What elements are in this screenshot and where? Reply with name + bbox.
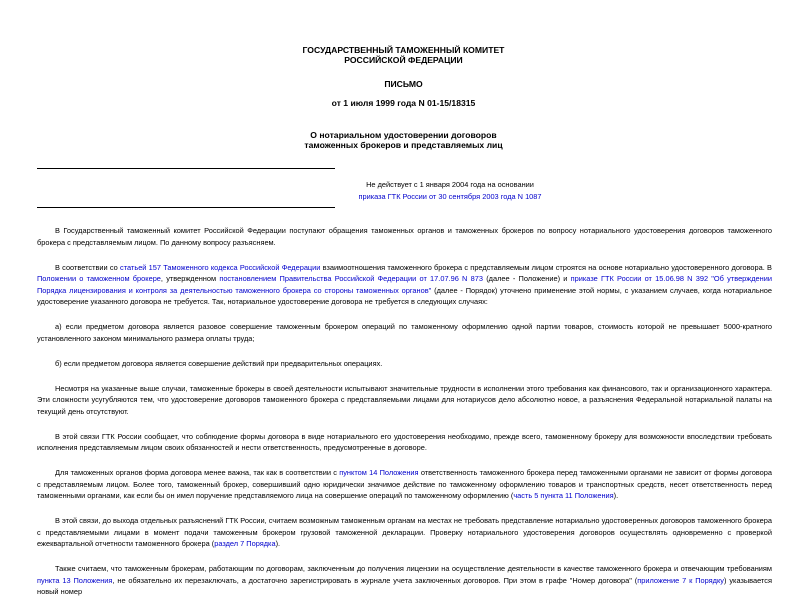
text-span: (далее - Положение) и xyxy=(482,274,571,283)
link-section-7[interactable]: раздел 7 Порядка xyxy=(214,539,276,548)
document-body xyxy=(37,225,772,611)
link-article-157[interactable]: статьей 157 Таможенного кодекса Российской Федерации xyxy=(120,262,321,272)
link-part-5-point-11[interactable]: часть 5 пункта 11 Положения xyxy=(513,491,614,500)
document-title xyxy=(0,130,807,150)
link-point-14[interactable]: пунктом 14 Положения xyxy=(339,468,419,477)
link-government-decree[interactable]: постановлением Правительства Российской Федерации от 17.07.96 N 873 xyxy=(219,274,483,283)
paragraph-4: б) если предметом договора является совершение действий при предварительных операциях. xyxy=(55,358,383,368)
paragraph-8 xyxy=(37,515,772,550)
status-link[interactable]: приказа ГТК России от 30 сентября 2003 года N 1087 xyxy=(358,191,542,201)
paragraph-1: В Государственный таможенный комитет Российской Федерации поступают обращения таможенных органов и таможенных брокеров по вопросу нотариального удостоверения договоров таможенного брокера с представляемым лицом. По данному вопросу разъясняем. xyxy=(37,226,772,247)
paragraph-6: В этой связи ГТК России сообщает, что соблюдение формы договора в виде нотариального его удостоверения необходимо, прежде всего, таможенному брокеру для возможности впоследствии требовать исполнения представляемым лицом своих обязанностей и нести ответственность, предусмотренные в договоре. xyxy=(37,431,772,452)
text-span: ответственность таможенного брокера перед таможенными органами не зависит от формы договора с представляемым лицом. Более того, таможенный брокер, совершивший одно юридически значимое действие по таможенному оформлению товаров и транспортных средств, несет ответственность перед таможенными органами, как если бы он имел поручение представляемого лица на совершение операций по таможенному оформлению ( xyxy=(37,468,772,500)
text-span: (далее - Порядок) уточнено применение этой нормы, с указанием случаев, когда нотариальное удостоверение указанного договора не требуется. Так, нотариальное удостоверение договора не требуется в следующих случаях: xyxy=(37,285,772,306)
authority-line-1: ГОСУДАРСТВЕННЫЙ ТАМОЖЕННЫЙ КОМИТЕТ xyxy=(302,45,505,55)
paragraph-2 xyxy=(37,262,772,308)
link-order-392[interactable]: приказе ГТК России от 15.06.98 N 392 "Об утверждении Порядка лицензирования и контроля за деятельностью таможенного брокера со стороны таможенных органов" xyxy=(37,274,772,295)
paragraph-3: а) если предметом договора является разовое совершение таможенным брокером операций по таможенному оформлению одной партии товаров, стоимость которой не превышает 5000-кратного установленного законом минимального размера оплаты труда; xyxy=(37,322,772,343)
text-span: ). xyxy=(275,539,281,548)
text-span: Для таможенных органов форма договора менее важна, так как в соответствии с xyxy=(55,468,340,477)
text-span: , утвержденном xyxy=(160,274,220,283)
paragraph-7 xyxy=(37,467,772,502)
authority-line-2: РОССИЙСКОЙ ФЕДЕРАЦИИ xyxy=(344,55,463,65)
document-date-number: от 1 июля 1999 года N 01-15/18315 xyxy=(331,98,476,108)
status-note xyxy=(300,179,600,202)
text-span: В соответствии со xyxy=(55,262,121,272)
issuing-authority xyxy=(0,45,807,65)
title-line-1: О нотариальном удостоверении договоров xyxy=(310,130,497,140)
text-span: , не обязательно их перезаключать, а достаточно зарегистрировать в журнале учета заключенных договоров. При этом в графе "Номер договора" ( xyxy=(112,575,638,585)
paragraph-5: Несмотря на указанные выше случаи, таможенные брокеры в своей деятельности испытывают значительные трудности в исполнении этого требования как финансового, так и организационного характера. Эти сложности усугубляются тем, что удостоверение договоров таможенного брокера с представляемыми лицами для нотариусов дело абсолютно новое, а разъяснения Федеральной нотариальной палаты на текущий день отсутствуют. xyxy=(37,383,772,416)
status-text: Не действует с 1 января 2004 года на основании xyxy=(366,180,534,189)
divider-top xyxy=(37,168,335,169)
text-span: взаимоотношения таможенного брокера с представляемым лицом строятся на основе нотариально удостоверенного договора. В xyxy=(320,262,772,272)
text-span: ) указывается новый номер xyxy=(37,575,772,596)
link-broker-regulation[interactable]: Положении о таможенном брокере xyxy=(37,274,161,283)
document-type: ПИСЬМО xyxy=(384,79,423,89)
text-span: ). xyxy=(613,491,619,500)
text-span: Также считаем, что таможенным брокерам, работающим по договорам, заключенным до получения лицензии на осуществление деятельности в качестве таможенного брокера и отвечающим требованиям xyxy=(55,564,772,573)
divider-bottom xyxy=(37,207,335,208)
text-span: В этой связи, до выхода отдельных разъяснений ГТК России, считаем возможным таможенным органам на местах не требовать представление нотариально удостоверенных договоров таможенного брокера с представляемыми лицами в момент подачи таможенным брокером грузовой таможенной декларации. Проверку нотариального удостоверения договоров осуществлять одновременно с проверкой ежеквартальной отчетности таможенного брокера ( xyxy=(37,516,772,548)
title-line-2: таможенных брокеров и представляемых лиц xyxy=(304,140,503,150)
paragraph-9 xyxy=(37,563,772,598)
link-point-13[interactable]: пункта 13 Положения xyxy=(37,575,113,585)
link-appendix-7[interactable]: приложение 7 к Порядку xyxy=(637,575,725,585)
